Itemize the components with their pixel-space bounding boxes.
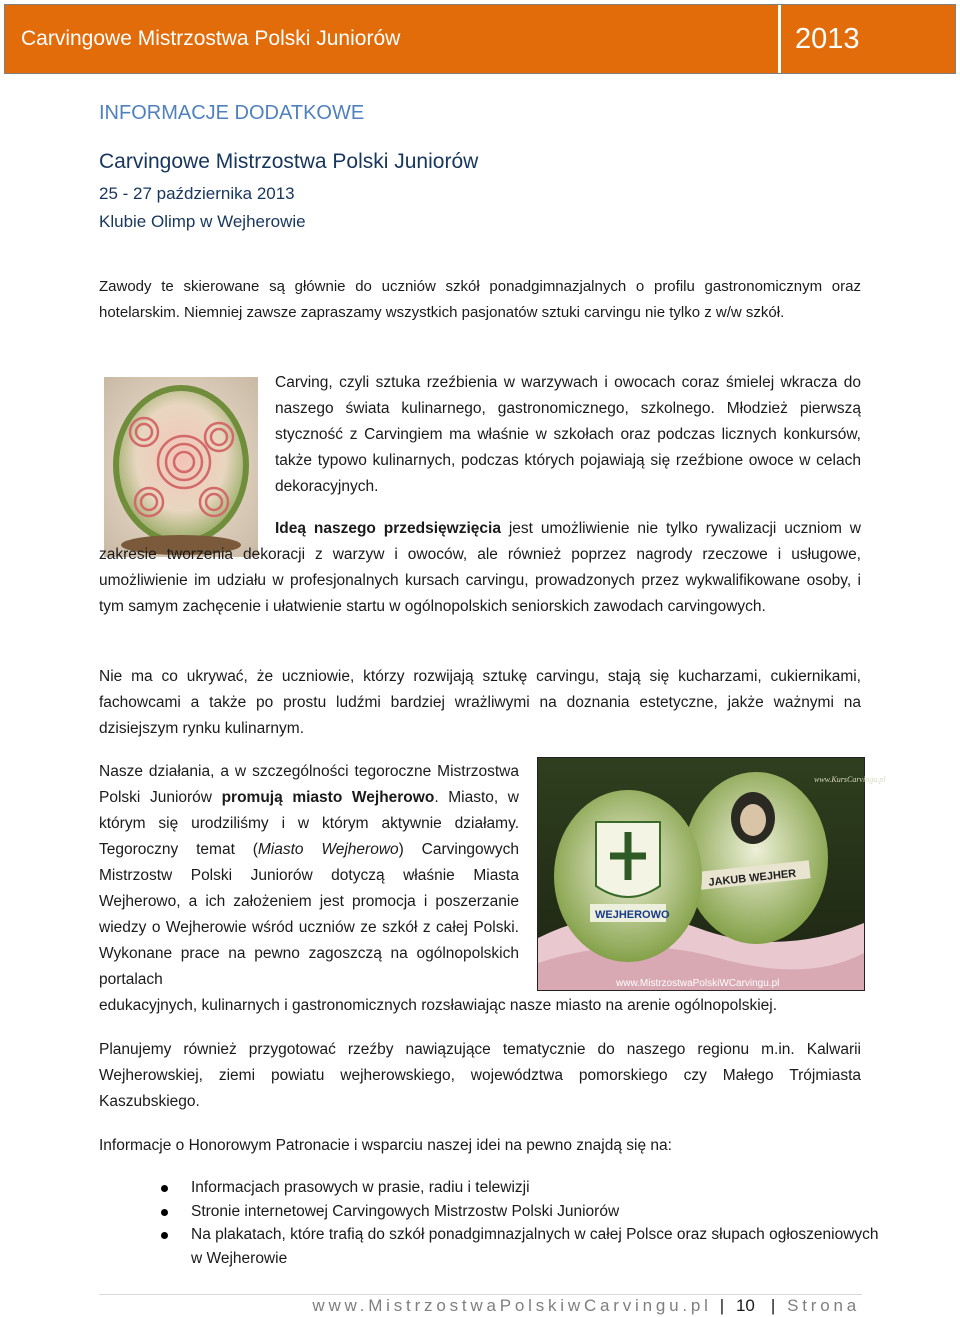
- promo-text-b: . Miasto, w którym się urodziliśmy i w którym aktywnie działamy. Tegoroczny temat (: [99, 789, 519, 858]
- carving-paragraph: Carving, czyli sztuka rzeźbienia w warzywach i owocach coraz śmielej wkracza do naszego świata kulinarnego, gastronomicznego, szkolnego. Młodzież pierwszą styczność z Carvingiem ma właśnie w szkołach oraz podczas licznych konkursów, także typowo kulinarnych, podczas których pojawiają się rzeźbione owoce w celach dekoracyjnych.: [275, 374, 861, 495]
- event-dates: 25 - 27 października 2013: [99, 184, 295, 203]
- promo-paragraph: [99, 759, 519, 993]
- promo-italic: Miasto Wejherowo: [257, 841, 399, 858]
- list-item: Na plakatach, które trafią do szkół ponadgimnazjalnych w całej Polsce oraz słupach ogłoszeniowych w Wejherowie: [99, 1223, 879, 1270]
- promo-text-c: ) Carvingowych Mistrzostw Polski Juniorów dotyczą właśnie Miasta Wejherowo, a ich założeniem jest promocja i poszerzanie wiedzy o Wejherowie wśród uczniów ze szkół z całej Polski. Wykonane prace na pewno zagoszczą na ogólnopolskich portalach: [99, 841, 519, 988]
- wejherowo-carving-image: [537, 757, 886, 991]
- page-footer: [312, 1296, 860, 1316]
- idea-paragraph: [99, 516, 861, 620]
- idea-text: jest umożliwienie nie tylko rywalizacji uczniom w zakresie tworzenia dekoracji z warzyw i owoców, ale również poprzez nagrody rzeczowe i usługowe, umożliwienie im udziału w profesjonalnych kursach carvingu, prowadzonych przez wykwalifikowane osoby, i tym samym zachęcenie i ułatwienie startu w ogólnopolskich seniorskich zawodach carvingowych.: [99, 520, 861, 615]
- plans-paragraph: Planujemy również przygotować rzeźby nawiązujące tematycznie do naszego regionu m.in. Kalwarii Wejherowskiej, ziemi powiatu wejherowskiego, województwa pomorskiego czy Małego Trójmiasta Kaszubskiego.: [99, 1041, 861, 1110]
- section-heading: INFORMACJE DODATKOWE: [99, 102, 365, 124]
- header-title-box: [5, 5, 781, 73]
- footer-page-label: Strona: [787, 1296, 860, 1315]
- intro-paragraph: Zawody te skierowane są głównie do uczniów szkół ponadgimnazjalnych o profilu gastronomicznym oraz hotelarskim. Niemniej zawsze zapraszamy wszystkich pasjonatów sztuki carvingu nie tylko z w/w szkół.: [99, 278, 861, 321]
- patronage-list: [99, 1176, 879, 1270]
- footer-separator-2: |: [770, 1296, 780, 1315]
- list-item: Stronie internetowej Carvingowych Mistrzostw Polski Juniorów: [99, 1200, 879, 1224]
- portrait-banner: JAKUB WEJHER: [707, 867, 797, 889]
- idea-bold: Ideą naszego przedsięwzięcia: [275, 520, 501, 537]
- footer-page-number: 10: [735, 1296, 755, 1315]
- footer-separator: |: [719, 1296, 728, 1315]
- list-item: Informacjach prasowych w prasie, radiu i telewizji: [99, 1176, 879, 1200]
- promo-text-a: Nasze działania, a w szczególności tegoroczne Mistrzostwa Polski Juniorów: [99, 763, 519, 806]
- event-venue: Klubie Olimp w Wejherowie: [99, 212, 306, 231]
- promo-bold: promują miasto Wejherowo: [221, 789, 435, 806]
- promo-tail: edukacyjnych, kulinarnych i gastronomicznych rozsławiając nasze miasto na arenie ogólnopolskiej.: [99, 997, 778, 1014]
- footer-url: www.MistrzostwaPolskiwCarvingu.pl: [312, 1296, 712, 1315]
- image-watermark: www.MistrzostwaPolskiWCarvingu.pl: [616, 978, 780, 989]
- page-header: [4, 4, 956, 74]
- footer-divider: [99, 1294, 862, 1295]
- small-watermark: www.KursCarvingu.pl: [814, 775, 886, 784]
- wejherowo-sign: WEJHEROWO: [595, 909, 670, 921]
- event-title: Carvingowe Mistrzostwa Polski Juniorów: [99, 150, 479, 173]
- students-paragraph: Nie ma co ukrywać, że uczniowie, którzy rozwijają sztukę carvingu, stają się kucharzami, cukiernikami, fachowcami a także po prostu ludźmi bardziej wrażliwymi na doznania estetyczne, jakże ważnymi na dzisiejszym rynku kulinarnym.: [99, 668, 861, 737]
- header-title: Carvingowe Mistrzostwa Polski Juniorów: [21, 27, 401, 50]
- header-year-box: [781, 5, 955, 73]
- header-year: 2013: [795, 22, 860, 55]
- patronage-paragraph: Informacje o Honorowym Patronacie i wsparciu naszej idei na pewno znajdą się na:: [99, 1137, 672, 1154]
